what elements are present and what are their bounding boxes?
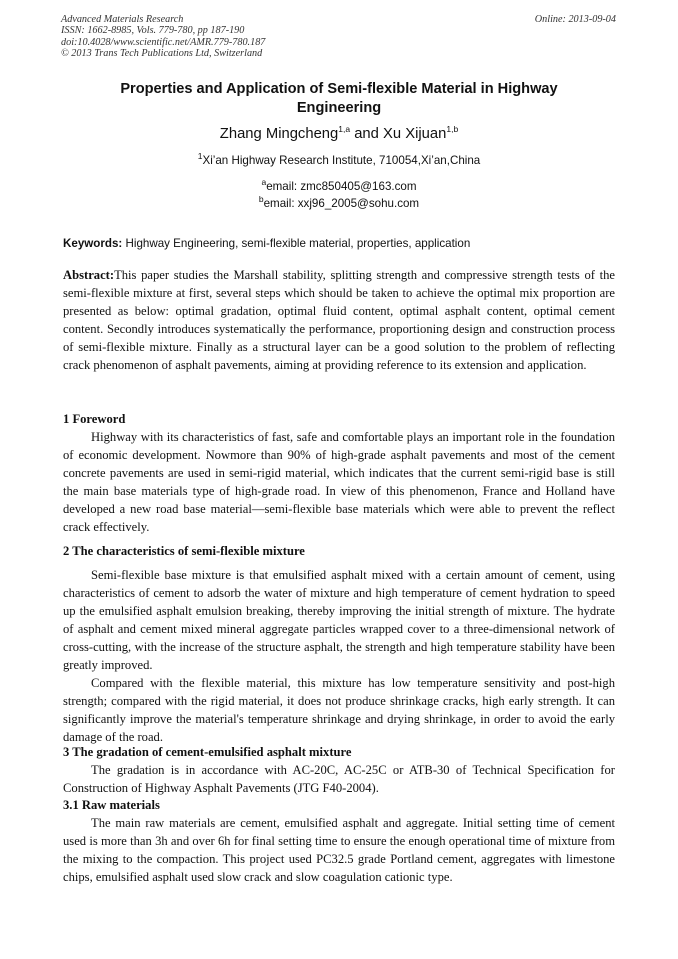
issn-line: ISSN: 1662-8985, Vols. 779-780, pp 187-190 [61,25,245,37]
doi-line: doi:10.4028/www.scientific.net/AMR.779-780.187 [61,36,266,48]
section-heading-characteristics: 2 The characteristics of semi-flexible mixture [63,544,305,558]
online-date: Online: 2013-09-04 [534,14,616,25]
section-heading-raw-materials: 3.1 Raw materials [63,798,160,812]
paragraph: Semi-flexible base mixture is that emulsified asphalt mixed with a certain amount of cement, using characteristics of cement to adsorb the water of mixture and high temperature of cement hydration to speed up the emulsified asphalt emulsion breaking, thereby improving the initial strength of mixture. The hydrate of asphalt and cement mixed mineral aggregate particles wrapped cover to a three-dimensional network of cross-cutting, with the increase of the structure asphalt, the strength and high temperature stability have been greatly improved. [63,568,615,672]
paragraph: Compared with the flexible material, this mixture has low temperature sensitivity and post-high strength; compared with the rigid material, it does not produce shrinkage cracks, high early strength. It can significantly improve the material's temperature shrinkage and drying shrinkage, in order to avoid the early damage of the road. [63,676,615,744]
journal-name: Advanced Materials Research [61,14,184,25]
email-superscript: a [261,177,267,188]
copyright-line: © 2013 Trans Tech Publications Ltd, Switzerland [61,47,263,59]
affiliation [0,153,678,168]
email-text: email: xxj96_2005@sohu.com [263,197,420,210]
email-text: email: zmc850405@163.com [266,180,417,193]
author-superscript: 1,b [446,124,459,135]
email-a [0,179,678,194]
affiliation-text: Xi’an Highway Research Institute, 710054,Xi’an,China [202,154,481,167]
author-superscript: 1,a [338,124,351,135]
section-heading-gradation: 3 The gradation of cement-emulsified asphalt mixture [63,745,352,759]
paragraph: The main raw materials are cement, emulsified asphalt and aggregate. Initial setting time of cement used is more than 3h and over 6h for final setting time to ensure the enough operational time of mixture from the mixing to the compaction. This project used PC32.5 grade Portland cement, aggregates with limestone chips, emulsified asphalt used slow crack and slow coagulation cationic type. [63,816,615,884]
paragraph: The gradation is in accordance with AC-20C, AC-25C or ATB-30 of Technical Specification for Construction of Highway Asphalt Pavements (JTG F40-2004). [63,763,615,795]
author-conjunction: and [350,126,384,142]
keywords [63,236,623,251]
keywords-label: Keywords: [63,237,123,250]
author-name: Xu Xijuan [383,126,447,142]
journal-header [61,14,616,59]
abstract-label: Abstract: [63,268,115,282]
paper-title: Properties and Application of Semi-flexible Material in Highway Engineering [120,81,558,116]
paragraph: Highway with its characteristics of fast, safe and comfortable plays an important role in the foundation of economic development. Nowmore than 90% of high-grade asphalt pavements and most of the cement concrete pavements are used in semi-rigid material, which indicates that the current semi-rigid base is still the main base materials type of high-grade road. In view of this phenomenon, France and Holland have developed a new road base material—semi-flexible base materials which were able to prevent the reflect crack effectively. [63,430,615,534]
abstract-text: This paper studies the Marshall stability, splitting strength and compressive strength tests of the semi-flexible mixture at first, several steps which should be taken to achieve the optimal mix proportion are presented as below: optimal gradation, optimal fluid content, optimal asphalt content, optimal cement content. Secondly introduces systematically the performance, proportioning design and construction process of semi-flexible mixture. Finally as a structural layer can be a good solution to the problem of reflecting crack phenomenon of asphalt pavements, aiming at providing reference to its extension and application. [63,268,615,372]
email-b [0,196,678,211]
keywords-text: Highway Engineering, semi-flexible material, properties, application [122,237,471,250]
abstract [63,267,615,374]
author-name: Zhang Mingcheng [219,126,339,142]
affiliation-superscript: 1 [197,151,203,162]
author-line [0,124,678,144]
email-superscript: b [258,194,264,205]
section-heading-foreword: 1 Foreword [63,412,126,426]
